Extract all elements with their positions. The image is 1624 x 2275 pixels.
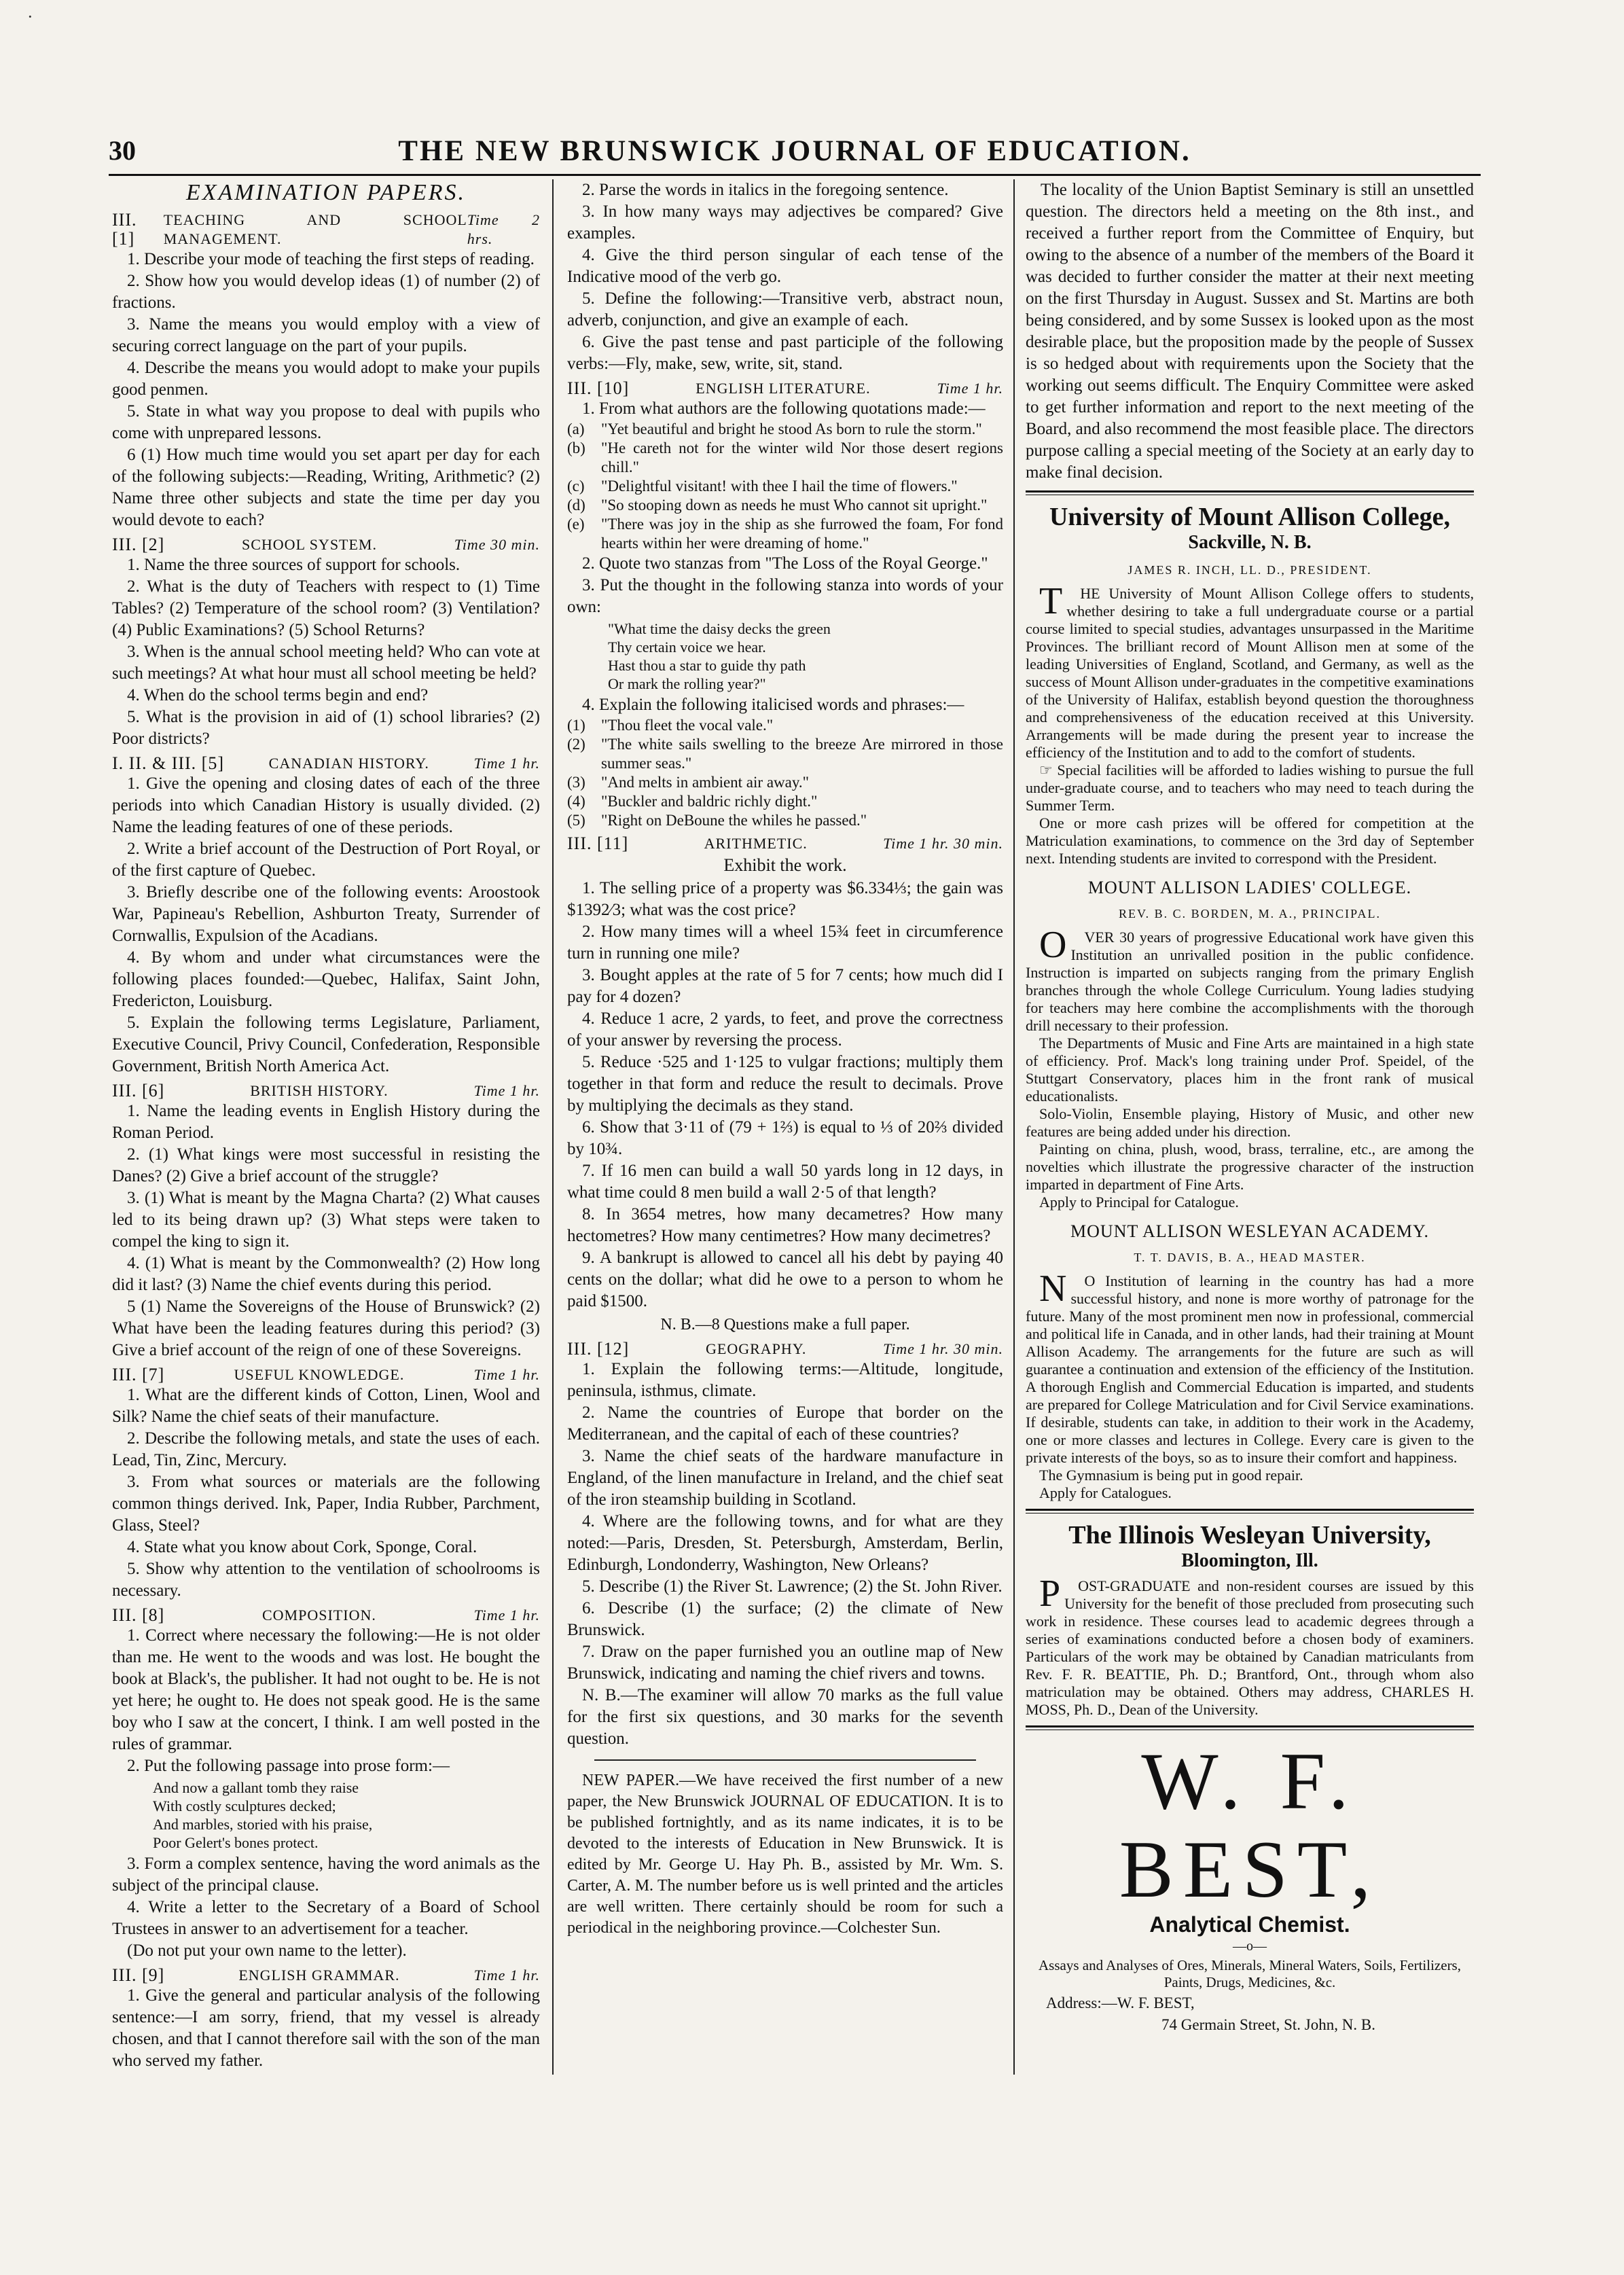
question: 2. Quote two stanzas from "The Loss of the Royal George." xyxy=(582,554,988,573)
quote-tag: (a) xyxy=(567,420,585,437)
exam-subject: ENGLISH GRAMMAR. xyxy=(238,1967,400,1984)
quote-item xyxy=(567,420,1003,439)
poem-line: Thy certain voice we hear. xyxy=(608,639,766,656)
question: 3. Bought apples at the rate of 5 for 7 cents; how much did I pay for 4 dozen? xyxy=(567,966,1003,1006)
academy-title: MOUNT ALLISON WESLEYAN ACADEMY. xyxy=(1070,1221,1429,1241)
ladies-college-title: MOUNT ALLISON LADIES' COLLEGE. xyxy=(1087,878,1412,897)
exam-subject: TEACHING AND SCHOOL MANAGEMENT. xyxy=(163,211,467,247)
best-title: Analytical Chemist. xyxy=(1149,1912,1350,1937)
question: 4. Describe the means you would adopt to make your pupils good penmen. xyxy=(112,359,540,399)
question: 3. From what sources or materials are the following common things derived. Ink, Paper, India Rubber, Parchment, Glass, Steel? xyxy=(112,1473,540,1535)
poem-passage xyxy=(153,1778,540,1852)
question: 4. State what you know about Cork, Sponge, Coral. xyxy=(127,1538,477,1556)
question: 1. Give the general and particular analysis of the following sentence:—I am sorry, friend, that my vessel is already chosen, and that I cannot therefore sail with the son of the man who served my father. xyxy=(112,1986,540,2070)
question: 5 (1) Name the Sovereigns of the House of Brunswick? (2) What have been the leading features during this period? (3) Give a brief account of the reign of one of these Sovereigns. xyxy=(112,1297,540,1359)
question: 5. Show why attention to the ventilation of schoolrooms is necessary. xyxy=(112,1560,540,1600)
question: 7. If 16 men can build a wall 50 yards long in 12 days, in what time could 8 men build a wall 2·5 of that length? xyxy=(567,1162,1003,1202)
divider xyxy=(1026,1509,1474,1513)
phrase-tag: (3) xyxy=(567,774,585,791)
poem-line: With costly sculptures decked; xyxy=(153,1797,336,1814)
question: 3. (1) What is meant by the Magna Charta? (2) What causes led to its being drawn up? (3) What steps were taken to compel the king to sign it. xyxy=(112,1189,540,1251)
question: 5. Explain the following terms Legislature, Parliament, Executive Council, Privy Council, Confederation, Responsible Government, British North America Act. xyxy=(112,1014,540,1075)
best-address-label: Address:—W. F. BEST, xyxy=(1046,1994,1195,2011)
page-number: 30 xyxy=(109,135,136,166)
running-header xyxy=(109,135,1481,171)
poem-line: Hast thou a star to guide thy path xyxy=(608,657,806,674)
question: 4. Reduce 1 acre, 2 yards, to feet, and prove the correctness of your answer by reversing the process. xyxy=(567,1009,1003,1050)
header-rule xyxy=(109,174,1481,176)
exam-number: III. [9] xyxy=(112,1965,165,1985)
mta-body xyxy=(1026,580,1474,867)
question: 4. When do the school terms begin and end? xyxy=(127,686,429,704)
phrase-item xyxy=(567,716,1003,735)
quote-text: "Yet beautiful and bright he stood As born to rule the storm." xyxy=(601,420,982,437)
question: 6. Show that 3·11 of (79 + 1⅔) is equal to ⅓ of 20⅔ divided by 10¾. xyxy=(567,1118,1003,1158)
poem-line: And marbles, storied with his praise, xyxy=(153,1816,373,1833)
question: 4. Explain the following italicised words and phrases:— xyxy=(582,696,964,714)
exam-time: Time 1 hr. 30 min. xyxy=(883,835,1003,852)
exam-number: III. [7] xyxy=(112,1365,165,1384)
question: 2. Write a brief account of the Destruction of Port Royal, or of the first capture of Quebec. xyxy=(112,840,540,880)
best-name: W. F. BEST, xyxy=(1119,1736,1381,1914)
poem-line: And now a gallant tomb they raise xyxy=(153,1779,359,1796)
illinois-place: Bloomington, Ill. xyxy=(1181,1550,1318,1571)
question: 4. (1) What is meant by the Commonwealth? (2) How long did it last? (3) Name the chief events during this period. xyxy=(112,1254,540,1294)
column-3 xyxy=(1026,179,1474,2092)
mta-place: Sackville, N. B. xyxy=(1188,532,1312,553)
ad-paragraph: The Gymnasium is being put in good repair. xyxy=(1039,1467,1303,1484)
phrase-item xyxy=(567,792,1003,811)
ad-paragraph: Painting on china, plush, wood, brass, terraline, etc., are among the novelties which illustrate the progressive character of the instruction imparted in department of Fine Arts. xyxy=(1026,1141,1474,1193)
divider xyxy=(1026,1725,1474,1730)
phrase-text: "Right on DeBoune the whiles he passed." xyxy=(601,812,867,829)
phrase-tag: (2) xyxy=(567,736,585,753)
exam-head xyxy=(112,1606,540,1625)
question: 5. Describe (1) the River St. Lawrence; (2) the St. John River. xyxy=(582,1577,1003,1596)
exam-time: Time 1 hr. xyxy=(473,1082,540,1099)
phrase-tag: (4) xyxy=(567,793,585,810)
quote-tag: (e) xyxy=(567,516,585,533)
exam-subject: SCHOOL SYSTEM. xyxy=(242,536,377,553)
exam-time: Time 1 hr. xyxy=(473,1967,540,1984)
seminary-notice: The locality of the Union Baptist Seminary is still an unsettled question. The directors held a meeting on the 8th inst., and received a further report from the Committee of Enquiry, but owing to the absence of a number of the members of the Board it was decided to further consider the matter at their next meeting on the first Thursday in August. Sussex and St. Martins are both being considered, and by some Sussex is looked upon as the most desirable place, but the proposition made by the people of Sussex is so hedged about with requirements upon the Society that the working out seems difficult. The Enquiry Committee were asked to get further information and report to the next meeting of the Board, and also recommend the most feasible place. The directors purpose calling a special meeting of the Society at an early day to make final decision. xyxy=(1026,181,1474,482)
quote-item xyxy=(567,515,1003,553)
question: 1. Give the opening and closing dates of each of the three periods into which Canadian History is usually divided. (2) Name the leading features of one of these periods. xyxy=(112,774,540,836)
phrase-text: "Buckler and baldric richly dight." xyxy=(601,793,818,810)
exam-time: Time 1 hr. 30 min. xyxy=(883,1340,1003,1357)
question: 5. Define the following:—Transitive verb, abstract noun, adverb, conjunction, and give an example of each. xyxy=(567,289,1003,329)
quote-text: "He careth not for the winter wild Nor those desert regions chill." xyxy=(601,440,1003,476)
quote-text: "There was joy in the ship as she furrowed the foam, For fond hearts within her were dreaming of home." xyxy=(601,516,1003,552)
exam-number: III. [1] xyxy=(112,210,137,249)
question: 6. Describe (1) the surface; (2) the climate of New Brunswick. xyxy=(567,1599,1003,1639)
grammar-continued xyxy=(567,179,1003,375)
exam-head xyxy=(112,211,540,249)
question: 2. Name the countries of Europe that border on the Mediterranean, and the capital of each of these countries? xyxy=(567,1403,1003,1444)
phrase-text: "Thou fleet the vocal vale." xyxy=(601,717,774,734)
exam-subject: COMPOSITION. xyxy=(262,1607,376,1624)
exam-number: III. [2] xyxy=(112,535,165,554)
question: 2. Show how you would develop ideas (1) of number (2) of fractions. xyxy=(112,272,540,312)
best-services: Assays and Analyses of Ores, Minerals, Mineral Waters, Soils, Fertilizers, Paints, Drugs, Medicines, &c. xyxy=(1039,1957,1461,1990)
quote-item xyxy=(567,477,1003,496)
question: 4. Write a letter to the Secretary of a Board of School Trustees in answer to an advertisement for a teacher. xyxy=(112,1898,540,1938)
question: 4. Where are the following towns, and for what are they noted:—Paris, Dresden, St. Petersburgh, Amsterdam, Berlin, Edinburgh, Londonderry, Washington, New Orleans? xyxy=(567,1512,1003,1574)
ad-paragraph: Solo-Violin, Ensemble playing, History of Music, and other new features are being added under his direction. xyxy=(1026,1105,1474,1140)
exam-head xyxy=(112,1365,540,1384)
illinois-title: The Illinois Wesleyan University, xyxy=(1068,1521,1431,1549)
literature-phrases xyxy=(567,716,1003,830)
divider xyxy=(1026,490,1474,495)
literature-questions xyxy=(567,553,1003,618)
quote-item xyxy=(567,439,1003,477)
ad-paragraph: ☞ Special facilities will be afforded to ladies wishing to pursue the full under-graduate course, and to teachers who may need to teach during the Summer Term. xyxy=(1026,762,1474,814)
question: 5. Reduce ·525 and 1·125 to vulgar fractions; multiply them together in that form and reduce the result to decimals. Prove by multiplying the decimals as they stand. xyxy=(567,1053,1003,1115)
question: 4. By whom and under what circumstances were the following places founded:—Quebec, Halifax, Saint John, Fredericton, Louisburg. xyxy=(112,948,540,1010)
new-paper-notice: NEW PAPER.—We have received the first number of a new paper, the New Brunswick JOURNAL OF EDUCATION. It is to be published fortnightly, and as its name indicates, it is to be devoted to the interests of Education in New Brunswick. It is edited by Mr. George U. Hay Ph. B., assisted by Mr. Wm. S. Carter, A. M. The number before us is well printed and the articles are well written. There certainly should be room for such a periodical in the neighboring province.—Colchester Sun. xyxy=(567,1772,1003,1937)
exam-time: Time 1 hr. xyxy=(473,1607,540,1624)
question: 1. Correct where necessary the following:—He is not older than me. He went to the woods and was lost. He bought the book at Black's, the publisher. It had not ought to be. He is not yet here; he ought to. He does not speak good. He is the same boy who I saw at the concert, I think. I am well posted in the rules of grammar. xyxy=(112,1626,540,1753)
exam-time: Time 1 hr. xyxy=(473,755,540,772)
question: 1. From what authors are the following quotations made:— xyxy=(582,399,986,418)
arithmetic-note: N. B.—8 Questions make a full paper. xyxy=(660,1316,910,1333)
question: 1. Name the leading events in English History during the Roman Period. xyxy=(112,1102,540,1142)
exam-time: Time 1 hr. xyxy=(937,380,1003,397)
exam-subject: USEFUL KNOWLEDGE. xyxy=(234,1366,405,1383)
column-divider xyxy=(552,179,554,2075)
geography-questions xyxy=(567,1359,1003,1750)
page-edge-mark: · xyxy=(27,7,33,26)
exam-time: Time 2 hrs. xyxy=(467,211,540,247)
quote-tag: (b) xyxy=(567,440,585,456)
exam-head xyxy=(112,1081,540,1100)
exam-number: I. II. & III. [5] xyxy=(112,753,224,773)
question: 3. In how many ways may adjectives be compared? Give examples. xyxy=(567,202,1003,243)
ad-paragraph: Apply for Catalogues. xyxy=(1039,1484,1172,1501)
exam-number: III. [11] xyxy=(567,834,629,853)
literature-stanza xyxy=(608,620,1003,693)
phrase-text: "The white sails swelling to the breeze Are mirrored in those summer seas." xyxy=(601,736,1003,772)
exam-number: III. [10] xyxy=(567,378,630,398)
ad-paragraph: One or more cash prizes will be offered for competition at the Matriculation examinations, to commence on the 3rd day of September next. Intending students are invited to correspond with the President. xyxy=(1026,814,1474,867)
ad-paragraph: Apply to Principal for Catalogue. xyxy=(1039,1194,1239,1211)
illinois-body: POST-GRADUATE and non-resident courses are issued by this University for the benefit of those precluded from prosecuting such work in residence. These courses lead to academic degrees through a series of examinations conducted before a chosen body of examiners. Particulars of the work may be obtained by Canadian matriculants from Rev. F. R. BEATTIE, Ph. D.; Brantford, Ont., through whom also matriculation may be obtained. Others may address, CHARLES H. MOSS, Ph. D., Dean of the University. xyxy=(1026,1573,1474,1718)
exam-number: III. [6] xyxy=(112,1081,165,1100)
column-2 xyxy=(567,179,1003,2092)
phrase-item xyxy=(567,773,1003,792)
question: 8. In 3654 metres, how many decametres? How many hectometres? How many centimetres? How many decimetres? xyxy=(567,1205,1003,1245)
quote-text: "So stooping down as needs he must Who cannot sit upright." xyxy=(601,497,988,514)
mta-president: JAMES R. INCH, LL. D., PRESIDENT. xyxy=(1127,563,1372,577)
arithmetic-questions xyxy=(567,878,1003,1312)
exam-papers-title: EXAMINATION PAPERS. xyxy=(185,180,467,205)
exam-time: Time 1 hr. xyxy=(473,1366,540,1383)
exam-number: III. [8] xyxy=(112,1605,165,1625)
best-ornament: —o— xyxy=(1233,1939,1267,1954)
question: 1. Explain the following terms:—Altitude, longitude, peninsula, isthmus, climate. xyxy=(567,1360,1003,1400)
exam-subject: CANADIAN HISTORY. xyxy=(268,755,429,772)
column-1 xyxy=(112,179,540,2092)
academy-body xyxy=(1026,1268,1474,1502)
literature-quotes xyxy=(567,420,1003,553)
question: 2. What is the duty of Teachers with respect to (1) Time Tables? (2) Temperature of the school room? (3) Ventilation? (4) Public Examinations? (5) School Returns? xyxy=(112,577,540,639)
exam-head-arithmetic xyxy=(567,834,1003,853)
quote-tag: (c) xyxy=(567,478,585,495)
exhibit-note: Exhibit the work. xyxy=(723,855,847,875)
question: 2. Put the following passage into prose form:— xyxy=(127,1757,450,1775)
exam-head xyxy=(112,535,540,554)
ladies-college-body xyxy=(1026,924,1474,1211)
divider xyxy=(594,1759,976,1761)
quote-text: "Delightful visitant! with thee I hail the time of flowers." xyxy=(601,478,958,495)
exam-head xyxy=(112,754,540,773)
exam-number: III. [12] xyxy=(567,1339,630,1359)
poem-line: Poor Gelert's bones protect. xyxy=(153,1834,319,1851)
exam-subject: ENGLISH LITERATURE. xyxy=(696,380,871,397)
phrase-text: "And melts in ambient air away." xyxy=(601,774,809,791)
quote-item xyxy=(567,496,1003,515)
journal-title: THE NEW BRUNSWICK JOURNAL OF EDUCATION. xyxy=(398,135,1191,167)
poem-line: Or mark the rolling year?" xyxy=(608,675,766,692)
question: (Do not put your own name to the letter). xyxy=(127,1941,407,1960)
question: 2. Describe the following metals, and state the uses of each. Lead, Tin, Zinc, Mercury. xyxy=(112,1429,540,1469)
question: 2. (1) What kings were most successful in resisting the Danes? (2) Give a brief account of the struggle? xyxy=(112,1145,540,1185)
mta-title: University of Mount Allison College, xyxy=(1049,503,1451,531)
question: 5. What is the provision in aid of (1) school libraries? (2) Poor districts? xyxy=(112,708,540,748)
ad-paragraph: NO Institution of learning in the country has had a more successful history, and none is more worthy of patronage for the future. Many of the most prominent men now in professional, commercial and political life in Canada, and in other lands, had their training at Mount Allison Academy. The arrangements for the future are such as will guarantee a continuation and extension of the efficiency of the Institution. A thorough English and Commercial Education is imparted, and students are prepared for College Matriculation and for Civil Service examinations. If desirable, students can take, in addition to their work in the Academy, one or more classes and lectures in College. Every care is given to the private interests of the boys, so as to insure their comfort and happiness. xyxy=(1026,1268,1474,1466)
academy-head-master: T. T. DAVIS, B. A., HEAD MASTER. xyxy=(1134,1251,1366,1264)
question: 1. The selling price of a property was $6.334⅓; the gain was $1392⁄3; what was the cost price? xyxy=(567,879,1003,919)
exam-sections xyxy=(112,211,540,2072)
best-address-line: 74 Germain Street, St. John, N. B. xyxy=(1161,2016,1375,2033)
question: 1. What are the different kinds of Cotton, Linen, Wool and Silk? Name the chief seats of their manufacture. xyxy=(112,1386,540,1426)
exam-head-geography xyxy=(567,1340,1003,1359)
question: 2. How many times will a wheel 15¾ feet in circumference turn in running one mile? xyxy=(567,922,1003,963)
question: 7. Draw on the paper furnished you an outline map of New Brunswick, indicating and naming the chief rivers and towns. xyxy=(567,1643,1003,1683)
question: N. B.—The examiner will allow 70 marks as the full value for the first six questions, and 30 marks for the seventh question. xyxy=(567,1686,1003,1748)
exam-subject: ARITHMETIC. xyxy=(704,835,808,852)
ladies-college-principal: REV. B. C. BORDEN, M. A., PRINCIPAL. xyxy=(1118,907,1382,920)
exam-head-literature xyxy=(567,379,1003,398)
question: 1. Name the three sources of support for schools. xyxy=(127,556,461,574)
question: 3. Name the chief seats of the hardware manufacture in England, of the linen manufacture in Ireland, and the chief seat of the iron steamship building in Scotland. xyxy=(567,1447,1003,1509)
question: 3. When is the annual school meeting held? Who can vote at such meetings? At what hour must all school meeting be held? xyxy=(112,643,540,683)
phrase-tag: (5) xyxy=(567,812,585,829)
phrase-item xyxy=(567,735,1003,773)
exam-subject: BRITISH HISTORY. xyxy=(250,1082,389,1099)
question: 1. Describe your mode of teaching the first steps of reading. xyxy=(127,250,535,268)
ad-paragraph: The Departments of Music and Fine Arts are maintained in a high state of efficiency. Prof. Mack's long training under Prof. Speidel, of the Stuttgart Conservatory, places him in the front rank of musical educationalists. xyxy=(1026,1035,1474,1105)
exam-head xyxy=(112,1966,540,1985)
ad-paragraph: THE University of Mount Allison College offers to students, whether desiring to take a full undergraduate course or a partial course limited to special studies, advantages unsurpassed in the Maritime Provinces. The brilliant record of Mount Allison men at some of the leading Universities of England, Scotland, and Germany, as well as the success of Mount Allison under-graduates in the competitive examinations of the University of Halifax, establish beyond question the thoroughness and comprehensiveness of the education received at this University. Arrangements will be made during the present year to increase the efficiency of the Institution and to add to the comfort of students. xyxy=(1026,580,1474,761)
question: 9. A bankrupt is allowed to cancel all his debt by paying 40 cents on the dollar; what did he owe to a person to whom he paid $1500. xyxy=(567,1249,1003,1310)
question: 3. Briefly describe one of the following events: Aroostook War, Papineau's Rebellion, Ashburton Treaty, Surrender of Cornwallis, Expulsion of the Acadians. xyxy=(112,883,540,945)
ad-paragraph: OVER 30 years of progressive Educational work have given this Institution an unrivalled position in the public confidence. Instruction is imparted on subjects ranging from the primary English branches through the whole College Curriculum. Young ladies studying for teachers may here combine the accomplishments with the thorough drill necessary to their profession. xyxy=(1026,924,1474,1034)
question: 2. Parse the words in italics in the foregoing sentence. xyxy=(582,181,949,199)
quote-tag: (d) xyxy=(567,497,585,514)
question: 3. Put the thought in the following stanza into words of your own: xyxy=(567,576,1003,616)
poem-line: "What time the daisy decks the green xyxy=(608,620,831,637)
question: 6 (1) How much time would you set apart per day for each of the following subjects:—Reading, Writing, Arithmetic? (2) Name three other subjects and state the time per day you would devote to each? xyxy=(112,446,540,529)
question: 6. Give the past tense and past participle of the following verbs:—Fly, make, sew, write, sit, stand. xyxy=(567,333,1003,373)
exam-subject: GEOGRAPHY. xyxy=(706,1340,807,1357)
question: 3. Form a complex sentence, having the word animals as the subject of the principal clause. xyxy=(112,1855,540,1895)
column-divider xyxy=(1013,179,1015,2075)
phrase-tag: (1) xyxy=(567,717,585,734)
question: 3. Name the means you would employ with a view of securing correct language on the part of your pupils. xyxy=(112,315,540,355)
question: 4. Give the third person singular of each tense of the Indicative mood of the verb go. xyxy=(567,246,1003,286)
phrase-item xyxy=(567,811,1003,830)
exam-time: Time 30 min. xyxy=(454,536,540,553)
question: 5. State in what way you propose to deal with pupils who come with unprepared lessons. xyxy=(112,402,540,442)
